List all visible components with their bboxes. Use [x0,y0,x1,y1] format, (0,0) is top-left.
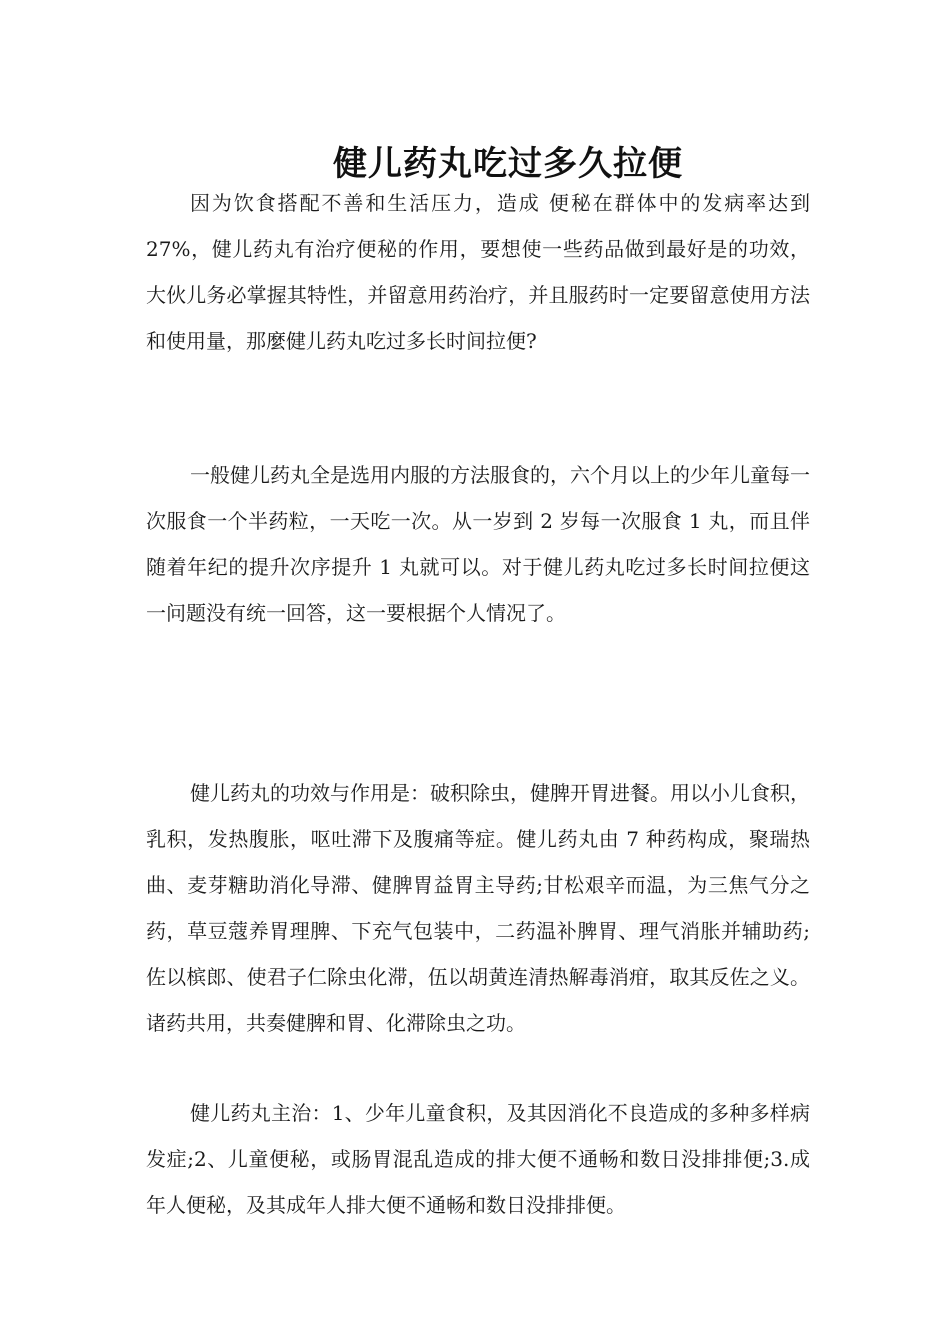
document-title: 健儿药丸吃过多久拉便 [333,143,683,184]
paragraph-indications: 健儿药丸主治：1、少年儿童食积，及其因消化不良造成的多种多样病发症;2、儿童便秘，或肠胃混乱造成的排大便不通畅和数日没排排便;3.成年人便秘，及其成年人排大便不通畅和数日没排排便。 [146,1101,810,1217]
paragraph-intro: 因为饮食搭配不善和生活压力，造成 便秘在群体中的发病率达到 27%，健儿药丸有治疗便秘的作用，要想使一些药品做到最好是的功效，大伙儿务必掌握其特性，并留意用药治疗，并且服药时一定要留意使用方法和使用量，那麼健儿药丸吃过多长时间拉便? [146,191,810,353]
paragraph-efficacy: 健儿药丸的功效与作用是：破积除虫，健脾开胃进餐。用以小儿食积，乳积，发热腹胀，呕吐滞下及腹痛等症。健儿药丸由 7 种药构成，聚瑞热曲、麦芽糖助消化导滞、健脾胃益胃主导药;甘松艰辛而温，为三焦气分之药，草豆蔻养胃理脾、下充气包装中，二药温补脾胃、理气消胀并辅助药;佐以槟郎、使君子仁除虫化滞，伍以胡黄连清热解毒消疳，取其反佐之义。诸药共用，共奏健脾和胃、化滞除虫之功。 [146,781,810,1035]
paragraph-dosage: 一般健儿药丸全是选用内服的方法服食的，六个月以上的少年儿童每一次服食一个半药粒，一天吃一次。从一岁到 2 岁每一次服食 1 丸，而且伴随着年纪的提升次序提升 1 丸就可以。对于健儿药丸吃过多长时间拉便这一问题没有统一回答，这一要根据个人情况了。 [146,463,810,625]
